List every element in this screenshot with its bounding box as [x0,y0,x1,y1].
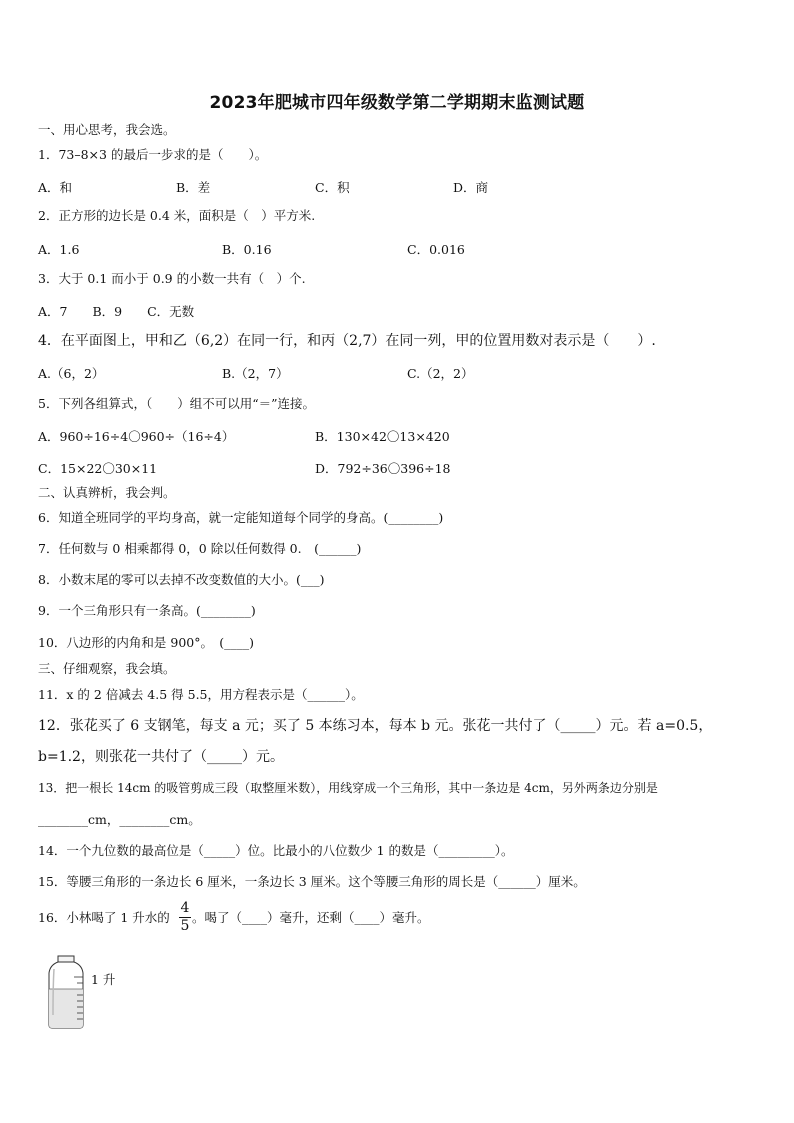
question-5: 5．下列各组算式，（ ）组不可以用“＝”连接。 [38,396,315,411]
q5-option-b: B．130×42〇13×420 [315,429,450,444]
question-9: 9．一个三角形只有一条高。(________) [38,603,256,618]
question-13-line-1: 13．把一根长 14cm 的吸管剪成三段（取整厘米数），用线穿成一个三角形，其中一条边是 4cm，另外两条边分别是 [38,781,658,795]
fraction-denominator: 5 [180,918,190,934]
question-14: 14．一个九位数的最高位是（_____）位。比最小的八位数少 1 的数是（_________）。 [38,843,514,858]
question-4: 4．在平面图上，甲和乙（6,2）在同一行，和丙（2,7）在同一列，甲的位置用数对表示是（ ）. [38,333,656,349]
q4-option-b: B.（2，7） [222,366,289,381]
question-10: 10．八边形的内角和是 900°。 (____) [38,635,254,650]
question-1: 1．73–8×3 的最后一步求的是（ ）。 [38,147,268,162]
question-6: 6．知道全班同学的平均身高，就一定能知道每个同学的身高。(________) [38,510,444,525]
q4-option-a: A.（6，2） [38,366,105,381]
question-7: 7．任何数与 0 相乘都得 0，0 除以任何数得 0. (______) [38,541,362,556]
q1-option-c: C．积 [315,180,350,195]
q5-option-a: A．960÷16÷4〇960÷（16÷4） [38,429,235,444]
fraction-numerator: 4 [180,900,190,916]
section-heading-choose: 一、用心思考，我会选。 [38,122,176,137]
q1-option-d: D．商 [453,180,489,195]
bottle-capacity-label: 1 升 [91,972,116,987]
question-12-line-1: 12．张花买了 6 支钢笔，每支 a 元；买了 5 本练习本，每本 b 元。张花一共付了（_____）元。若 a=0.5， [38,718,713,734]
q4-option-c: C.（2，2） [407,366,474,381]
question-11: 11．x 的 2 倍减去 4.5 得 5.5，用方程表示是（______）。 [38,687,364,702]
question-16-prefix: 16．小林喝了 1 升水的 [38,910,170,925]
water-bottle-illustration [46,955,86,1029]
question-12-line-2: b=1.2，则张花一共付了（_____）元。 [38,749,284,765]
section-heading-judge: 二、认真辨析，我会判。 [38,485,176,500]
q2-option-c: C．0.016 [407,242,465,257]
q5-option-c: C．15×22〇30×11 [38,461,158,476]
q3-options: A．7 B．9 C．无数 [38,304,195,319]
q1-option-b: B．差 [176,180,211,195]
question-8: 8．小数末尾的零可以去掉不改变数值的大小。(___) [38,572,325,587]
section-heading-fill: 三、仔细观察，我会填。 [38,661,176,676]
q5-option-d: D．792÷36〇396÷18 [315,461,451,476]
q1-option-a: A．和 [38,180,73,195]
question-2: 2．正方形的边长是 0.4 米，面积是（ ）平方米. [38,208,316,223]
page-title: 2023年肥城市四年级数学第二学期期末监测试题 [209,93,585,113]
fraction-four-fifths [179,901,191,934]
question-3: 3．大于 0.1 而小于 0.9 的小数一共有（ ）个. [38,271,306,286]
q2-option-a: A．1.6 [38,242,80,257]
question-15: 15．等腰三角形的一条边长 6 厘米，一条边长 3 厘米。这个等腰三角形的周长是（______）厘米。 [38,874,586,889]
q2-option-b: B．0.16 [222,242,272,257]
question-16-suffix: 。喝了（____）毫升，还剩（____）毫升。 [192,910,430,925]
question-13-line-2: ________cm，________cm。 [38,812,201,827]
